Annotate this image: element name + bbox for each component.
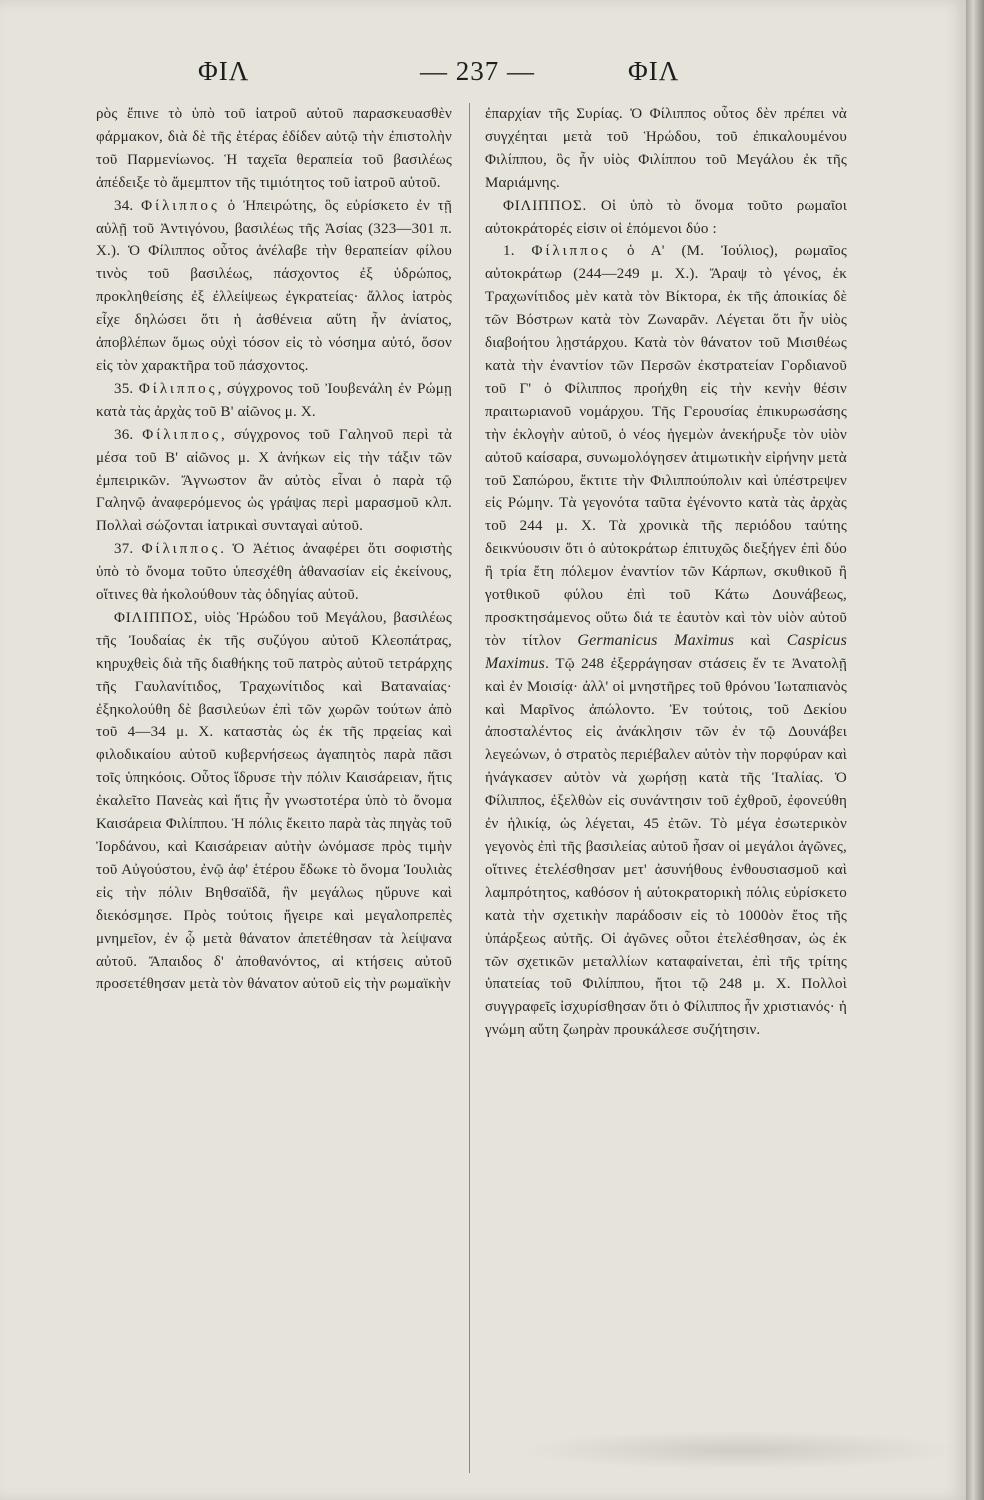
entry-number: 35.	[114, 380, 134, 397]
entry-text: . Ὁ Ἀέτιος ἀναφέρει ὅτι σοφιστὴς ὑπὸ τὸ ὄνομα τοῦτο ὑπεσχέθη ἀθανασίαν εἰς ἐκείνους, οἵτινες θὰ ἠκολούθουν τὰς ὁδηγίας αὐτοῦ.	[96, 541, 452, 604]
left-column	[96, 103, 452, 1483]
entry-number: 36.	[114, 426, 134, 443]
entry-number: 37.	[114, 541, 134, 558]
entry-philippos-herod	[96, 607, 452, 996]
paragraph-text: ρὸς ἔπινε τὸ ὑπὸ τοῦ ἰατροῦ αὐτοῦ παρασκευασθὲν φάρμακον, διὰ δὲ τῆς ἑτέρας ἐδίδεν αὐτῷ τὴν ἐπιστολὴν τοῦ Παρμενίωνος. Ἡ ταχεῖα θεραπεία τοῦ βασιλέως ἀπέδειξε τὸ ἄμεμπτον τῆς τιμιότητος τοῦ ἰατροῦ αὐτοῦ.	[96, 106, 452, 191]
entry-name: Φίλιππος	[141, 541, 221, 558]
latin-title: Caspicus Maximus	[485, 631, 847, 672]
page-number: — 237 —	[420, 56, 535, 86]
entry-number: 1.	[503, 243, 515, 260]
entry-36	[96, 424, 452, 539]
entry-name: Φίλιππος	[138, 380, 218, 397]
entry-text: ὁ Ἠπειρώτης, ὃς εὑρίσκετο ἐν τῇ αὐλῇ τοῦ Ἀντιγόνου, βασιλέως τῆς Ἀσίας (323—301 π. Χ.). Ὁ Φίλιππος οὗτος ἀνέλαβε τὴν θεραπείαν φίλου τινὸς τοῦ βασιλέως, πάσχοντος ἐξ ὑδρώπος, προκληθείσης ἐξ ἐλλείψεως ἐγκρατείας· ἄλλος ἰατρὸς εἶχε δηλώσει ὅτι ἡ ἀσθένεια αὕτη ἦν ἀνίατος, ἀποβλέπων ὅμως οὐχὶ τόσον εἰς τὸ νόσημα αὐτό, ὅσον εἰς τὸν χαρακτῆρα τοῦ πάσχοντος.	[96, 197, 452, 374]
latin-title: Germanicus Maximus	[577, 631, 735, 649]
page-header	[0, 56, 966, 96]
header-right-keyword: ΦΙΛ	[628, 56, 680, 86]
entry-35	[96, 378, 452, 424]
heading-name: ΦΙΛΙΠΠΟΣ,	[114, 609, 199, 626]
paragraph-continuation	[485, 103, 847, 195]
entry-text: . Τῷ 248 ἐξερράγησαν στάσεις ἔν τε Ἀνατολῇ καὶ ἐν Μοισίᾳ· ἀλλ' οἱ μνηστῆρες τοῦ θρόνου Ἰωταπιανὸς καὶ Μαρῖνος ἀπώλοντο. Ἐν τούτοις, τοῦ Δεκίου ἀποσταλέντος εἰς ἀνάκλησιν τῶν ἐν τῷ Δουνάβει λεγεώνων, ὁ στρατὸς περιέβαλεν αὐτὸν τὴν πορφύραν καὶ ἠνάγκασεν αὐτὸν νὰ χωρήσῃ κατὰ τῆς Ἰταλίας. Ὁ Φίλιππος, ἐξελθὼν εἰς συνάντησιν τοῦ ἐχθροῦ, ἐφονεύθη ἐν ἡλικίᾳ, ὡς λέγεται, 45 ἐτῶν. Τὸ μέγα ἐσωτερικὸν γεγονὸς ἐπὶ τῆς βασιλείας αὐτοῦ ἦσαν οἱ μεγάλοι ἀγῶνες, οἵτινες ἐτελέσθησαν μετ' ἀσυνήθους ἐνθουσιασμοῦ καὶ λαμπρότητος, καθόσον ἡ αὐτοκρατορικὴ πόλις εὑρίσκετο κατὰ τὴν σχετικὴν παράδοσιν εἰς τὸ 1000ὸν ἔτος τῆς ὑπάρξεως αὐτῆς. Οἱ ἀγῶνες οὗτοι ἐτελέσθησαν, ὡς ἐκ τῶν σχετικῶν μεταλλίων καταφαίνεται, ἐπὶ τῆς τρίτης ὑπατείας τοῦ Φιλίππου, ἤτοι τῷ 248 μ. Χ. Πολλοὶ συγγραφεῖς ἰσχυρίσθησαν ὅτι ὁ Φίλιππος ἦν χριστιανός· ἡ γνώμη αὕτη ζωηρὰν προυκάλεσε συζήτησιν.	[485, 655, 847, 1039]
entry-34	[96, 195, 452, 378]
entry-text: , σύγχρονος τοῦ Γαληνοῦ περὶ τὰ μέσα τοῦ Β' αἰῶνος μ. Χ ἀνήκων εἰς τὴν τάξιν τῶν ἐμπειρικῶν. Ἄγνωστον ἂν αὐτὸς εἶναι ὁ παρὰ τῷ Γαληνῷ ἀναφερόμενος ὡς γράψας περὶ μαρασμοῦ κλπ. Πολλαὶ σώζονται ἰατρικαὶ συνταγαὶ αὐτοῦ.	[96, 426, 452, 535]
entry-text: υἱὸς Ἡρώδου τοῦ Μεγάλου, βασιλέως τῆς Ἰουδαίας ἐκ τῆς συζύγου αὐτοῦ Κλεοπάτρας, κηρυχθεὶς διὰ τῆς διαθήκης τοῦ πατρὸς αὐτοῦ τετράρχης τῆς Γαυλανίτιδος, Τραχωνίτιδος καὶ Βαταναίας· ἐξηκολούθη δὲ βασιλεύων ἐπὶ τῶν χωρῶν τούτων ἀπὸ τοῦ 4—34 μ. Χ. καταστὰς ὡς ἐκ τῆς πρᾳείας καὶ φιλοδικαίου αὐτοῦ κυβερνήσεως ἀγαπητὸς παρὰ πᾶσι τοῖς ὑπηκόοις. Οὗτος ἵδρυσε τὴν πόλιν Καισάρειαν, ἥτις ἐκαλεῖτο Πανεὰς καὶ ἥτις ἦν γνωστοτέρα ὑπὸ τὸ ὄνομα Καισάρεια Φιλίππου. Ἡ πόλις ἔκειτο παρὰ τὰς πηγὰς τοῦ Ἰορδάνου, καὶ Καισάρειαν αὐτὴν ὠνόμασε πρὸς τιμὴν τοῦ Αὐγούστου, ἐνῷ ἀφ' ἑτέρου ἔδωκε τὸ ὄνομα Ἰουλιὰς εἰς τὴν πόλιν Βηθσαϊδᾶ, ἣν μεγάλως ηὔρυνε καὶ διεκόσμησε. Πρὸς τούτοις ἤγειρε καὶ μεγαλοπρεπὲς μνημεῖον, ἐν ᾧ μετὰ θάνατον ἀπετέθησαν τὰ λείψανα αὐτοῦ. Ἄπαιδος δ' ἀποθανόντος, αἱ κτήσεις αὐτοῦ προσετέθησαν μετὰ τὸν θάνατον αὐτοῦ εἰς τὴν ρωμαϊκὴν	[96, 609, 452, 993]
paragraph-text: ἐπαρχίαν τῆς Συρίας. Ὁ Φίλιππος οὗτος δὲν πρέπει νὰ συγχέηται μετὰ τοῦ Ἡρώδου, τοῦ ἐπικαλουμένου Φιλίππου, ὃς ἦν υἱὸς Φιλίππου τοῦ Μεγάλου ἐκ τῆς Μαριάμνης.	[485, 106, 847, 191]
entry-text: ὁ Α' (Μ. Ἰούλιος), ρωμαῖος αὐτοκράτωρ (244—249 μ. Χ.). Ἄραψ τὸ γένος, ἐκ Τραχωνίτιδος μὲν κατὰ τὸν Βίκτορα, ἐκ τῆς ἀποικίας δὲ τῶν Βόστρων κατὰ τὸν Ζωναρᾶν. Λέγεται ὅτι ἦν υἱὸς διαβοήτου λῃστάρχου. Κατὰ τὸν θάνατον τοῦ Μισιθέως κατὰ τὴν ἐναντίον τῶν Περσῶν ἐκστρατείαν Γορδιανοῦ τοῦ Γ' ὁ Φίλιππος προήχθη εἰς τὴν κενὴν θέσιν πραιτωριανοῦ νομάρχου. Τῆς Γερουσίας ἐπικυρωσάσης τὴν ἐκλογὴν αὐτοῦ, ὁ νέος ἡγεμὼν ἀνεκήρυξε τὸν υἱὸν αὐτοῦ καίσαρα, συνωμολόγησεν ἀτιμωτικὴν εἰρήνην μετὰ τοῦ Σαπώρου, ἔκτιτε τὴν Φιλιππούπολιν καὶ ὑπέστρεψεν εἰς Ρώμην. Τὰ γεγονότα ταῦτα ἐγένοντο κατὰ τὰς ἀρχὰς τοῦ 244 μ. Χ. Τὰ χρονικὰ τῆς περιόδου ταύτης δεικνύουσιν ὅτι ὁ αὐτοκράτωρ ἐπιτυχῶς διεξήγεν ἐπὶ δύο ἢ τρία ἔτη πόλεμον ἐναντίον τῶν Κάρπων, σκυθικοῦ ἢ γοτθικοῦ φύλου ἐπὶ τοῦ Κάτω Δουνάβεως, προσκτησάμενος οὕτω διά τε ἑαυτὸν καὶ τὸν υἱὸν αὐτοῦ τὸν τίτλον	[485, 243, 847, 649]
entry-name: Φίλιππος	[141, 197, 220, 214]
entry-number: 34.	[114, 197, 134, 214]
paragraph-continuation	[96, 103, 452, 195]
entry-37	[96, 538, 452, 607]
heading-name: ΦΙΛΙΠΠΟΣ.	[503, 197, 588, 214]
right-column	[485, 103, 847, 1483]
entry-text: καὶ	[750, 632, 771, 649]
page-edge	[966, 0, 984, 1500]
entry-philippos-emperors	[485, 195, 847, 241]
entry-name: Φίλιππος	[531, 243, 611, 260]
entry-1	[485, 240, 847, 1042]
entry-name: Φίλιππος	[142, 426, 221, 443]
column-divider	[469, 103, 470, 1473]
header-left-keyword: ΦΙΛ	[198, 56, 250, 86]
entry-text: Οἱ ὑπὸ τὸ ὄνομα τοῦτο ρωμαῖοι αὐτοκράτορές εἰσιν οἱ ἑπόμενοι δύο :	[485, 197, 847, 237]
entry-text: , σύγχρονος τοῦ Ἰουβενάλη ἐν Ρώμῃ κατὰ τὰς ἀρχὰς τοῦ Β' αἰῶνος μ. Χ.	[96, 380, 452, 420]
